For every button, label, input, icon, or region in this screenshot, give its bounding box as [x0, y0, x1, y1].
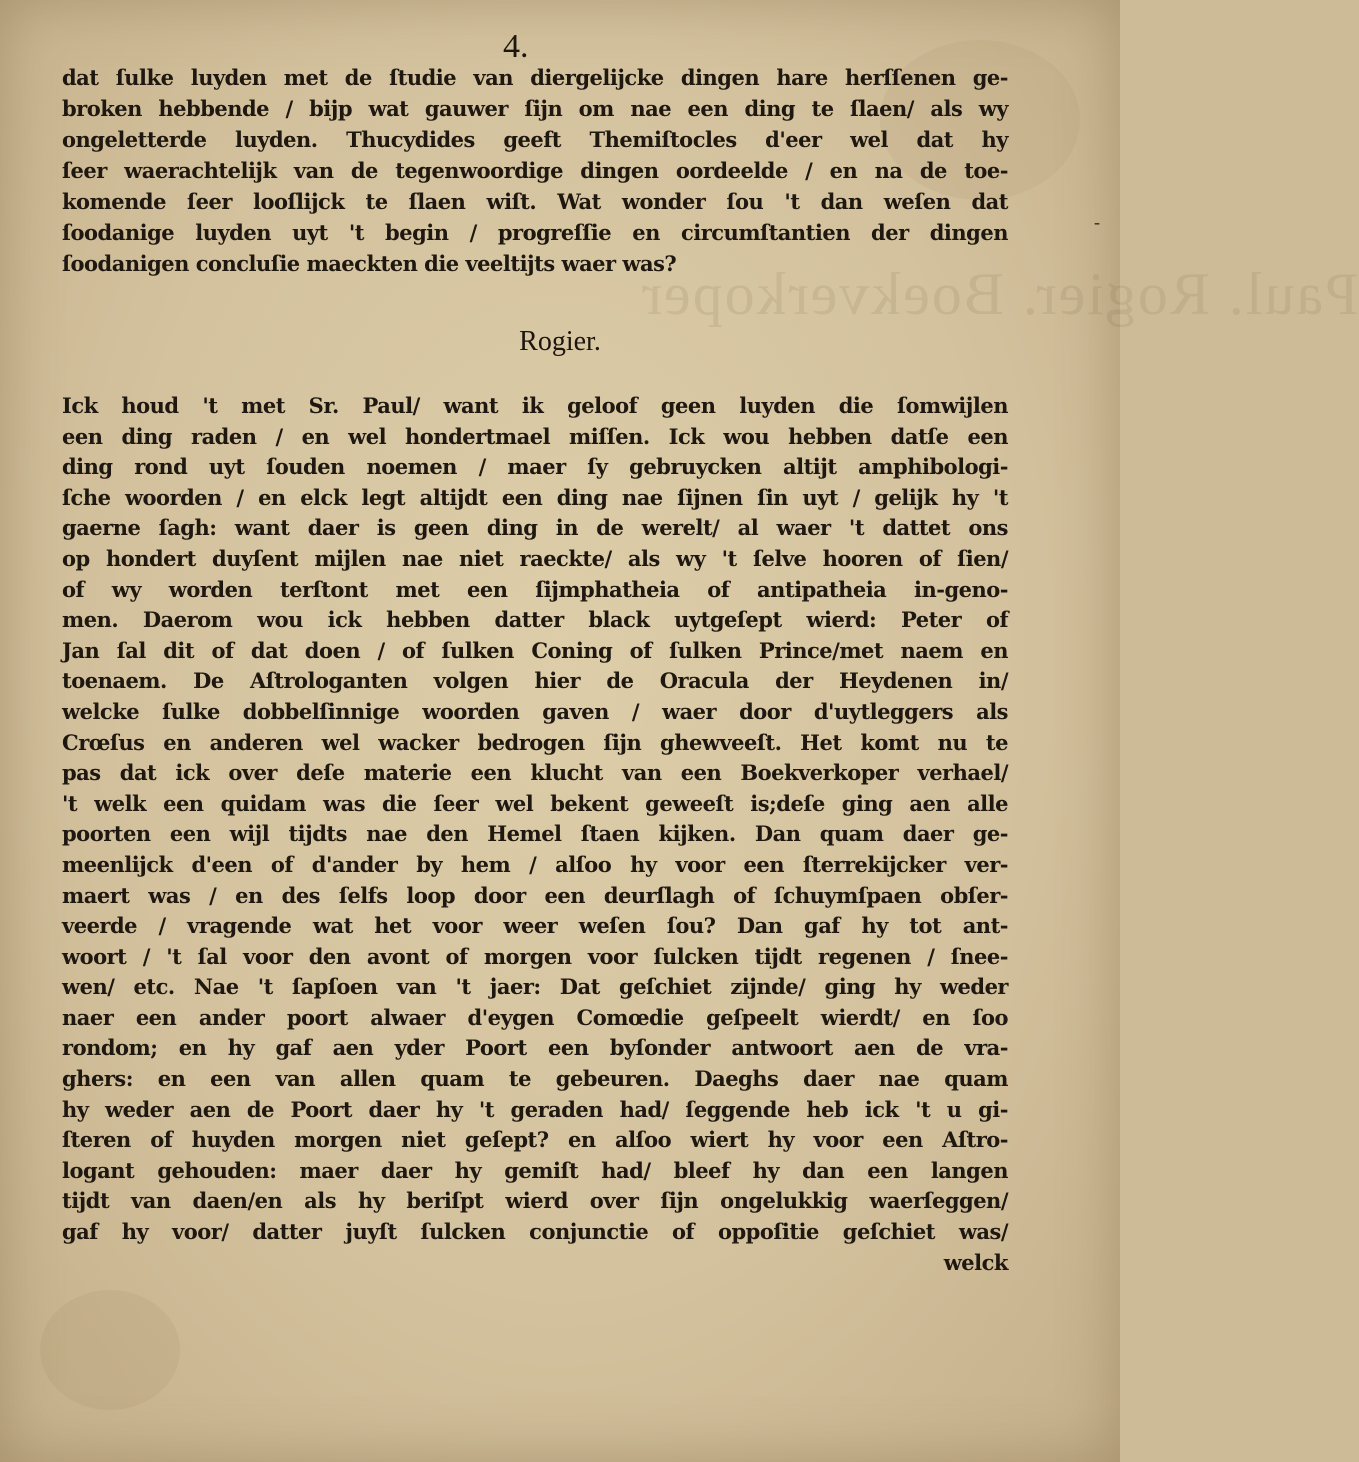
text-line: gaerne ſagh: want daer is geen ding in de werelt/ al waer 't dattet ons — [62, 515, 1008, 541]
text-line: of wy worden terſtont met een ſijmphatheia of antipatheia in-geno- — [62, 576, 1008, 602]
page-number: 4. — [503, 28, 529, 65]
text-line: 't welk een quidam was die ſeer wel bekent geweeſt is;deſe ging aen alle — [62, 790, 1008, 816]
text-line: ſteren of huyden morgen niet geſept? en alſoo wiert hy voor een Aſtro- — [62, 1127, 1008, 1153]
paper-stain — [40, 1290, 180, 1410]
text-line: ſoodanigen concluſie maeckten die veeltijts waer was? — [62, 251, 677, 276]
paragraph-2 — [62, 391, 1008, 1278]
text-line: ding rond uyt ſouden noemen / maer ſy gebruycken altijt amphibologi- — [62, 454, 1008, 480]
text-line: men. Daerom wou ick hebben datter black uytgeſept wierd: Peter of — [62, 607, 1008, 633]
text-line: Jan ſal dit of dat doen / of ſulken Coning of ſulken Prince/met naem en — [62, 637, 1008, 663]
text-line: naer een ander poort alwaer d'eygen Comœdie geſpeelt wierdt/ en ſoo — [62, 1004, 1008, 1030]
text-line: ſche woorden / en elck legt altijdt een ding nae ſijnen ſin uyt / gelijk hy 't — [62, 484, 1008, 510]
show-through-text: Paul. Rogier. Boekverkoper — [640, 261, 1359, 327]
text-line: maert was / en des ſelfs loop door een deurſlagh of ſchuymſpaen obſer- — [62, 882, 1008, 908]
text-line: rondom; en hy gaf aen yder Poort een byſonder antwoort aen de vra- — [62, 1035, 1008, 1061]
margin-mark: - — [1094, 212, 1100, 232]
text-line: welcke ſulke dobbelſinnige woorden gaven / waer door d'uytleggers als — [62, 698, 1008, 724]
text-line: woort / 't ſal voor den avont of morgen voor ſulcken tijdt regenen / ſnee- — [62, 943, 1008, 969]
text-line: Crœſus en anderen wel wacker bedrogen ſijn ghewveeſt. Het komt nu te — [62, 729, 1008, 755]
catchword: welck — [943, 1249, 1008, 1275]
text-line: tijdt van daen/en als hy beriſpt wierd over ſijn ongelukkig waerſeggen/ — [62, 1188, 1008, 1214]
speaker-heading: Rogier. — [519, 326, 601, 357]
text-line: dat ſulke luyden met de ſtudie van diergelijcke dingen hare herſſenen ge- — [62, 65, 1008, 90]
text-line: logant gehouden: maer daer hy gemiſt had/ bleef hy dan een langen — [62, 1157, 1008, 1183]
paragraph-1 — [62, 62, 1008, 279]
text-line: meenlijck d'een of d'ander by hem / alſoo hy voor een ſterrekijcker ver- — [62, 851, 1008, 877]
text-line: ghers: en een van allen quam te gebeuren. Daeghs daer nae quam — [62, 1066, 1008, 1092]
text-line: veerde / vragende wat het voor weer weſen ſou? Dan gaf hy tot ant- — [62, 913, 1008, 939]
text-line: hy weder aen de Poort daer hy 't geraden had/ ſeggende heb ick 't u gi- — [62, 1096, 1008, 1122]
text-line: ſeer waerachtelijk van de tegenwoordige dingen oordeelde / en na de toe- — [62, 158, 1008, 183]
text-line: Ick houd 't met Sr. Paul/ want ik geloof geen luyden die ſomwijlen — [62, 393, 1008, 418]
text-line: ſoodanige luyden uyt 't begin / progreſſie en circumſtantien der dingen — [62, 220, 1008, 245]
text-line: op hondert duyſent mijlen nae niet raeckte/ als wy 't ſelve hooren of ſien/ — [62, 545, 1008, 571]
text-line: ongeletterde luyden. Thucydides geeft Themiſtocles d'eer wel dat hy — [62, 127, 1008, 152]
text-line: broken hebbende / bijp wat gauwer ſijn om nae een ding te ſlaen/ als wy — [62, 96, 1008, 121]
text-line: een ding raden / en wel hondertmael miſſen. Ick wou hebben datſe een — [62, 423, 1008, 449]
text-line: gaf hy voor/ datter juyſt ſulcken conjunctie of oppoſitie geſchiet was/ — [62, 1219, 1008, 1245]
text-line: toenaem. De Aſtrologanten volgen hier de Oracula der Heydenen in/ — [62, 668, 1008, 694]
text-line: poorten een wijl tijdts nae den Hemel ſtaen kijken. Dan quam daer ge- — [62, 821, 1008, 847]
text-line: wen/ etc. Nae 't ſapſoen van 't jaer: Dat geſchiet zijnde/ ging hy weder — [62, 974, 1008, 1000]
text-line: komende ſeer looſlijck te ſlaen wiſt. Wat wonder ſou 't dan weſen dat — [62, 189, 1008, 214]
text-line: pas dat ick over deſe materie een klucht van een Boekverkoper verhael/ — [62, 760, 1008, 786]
